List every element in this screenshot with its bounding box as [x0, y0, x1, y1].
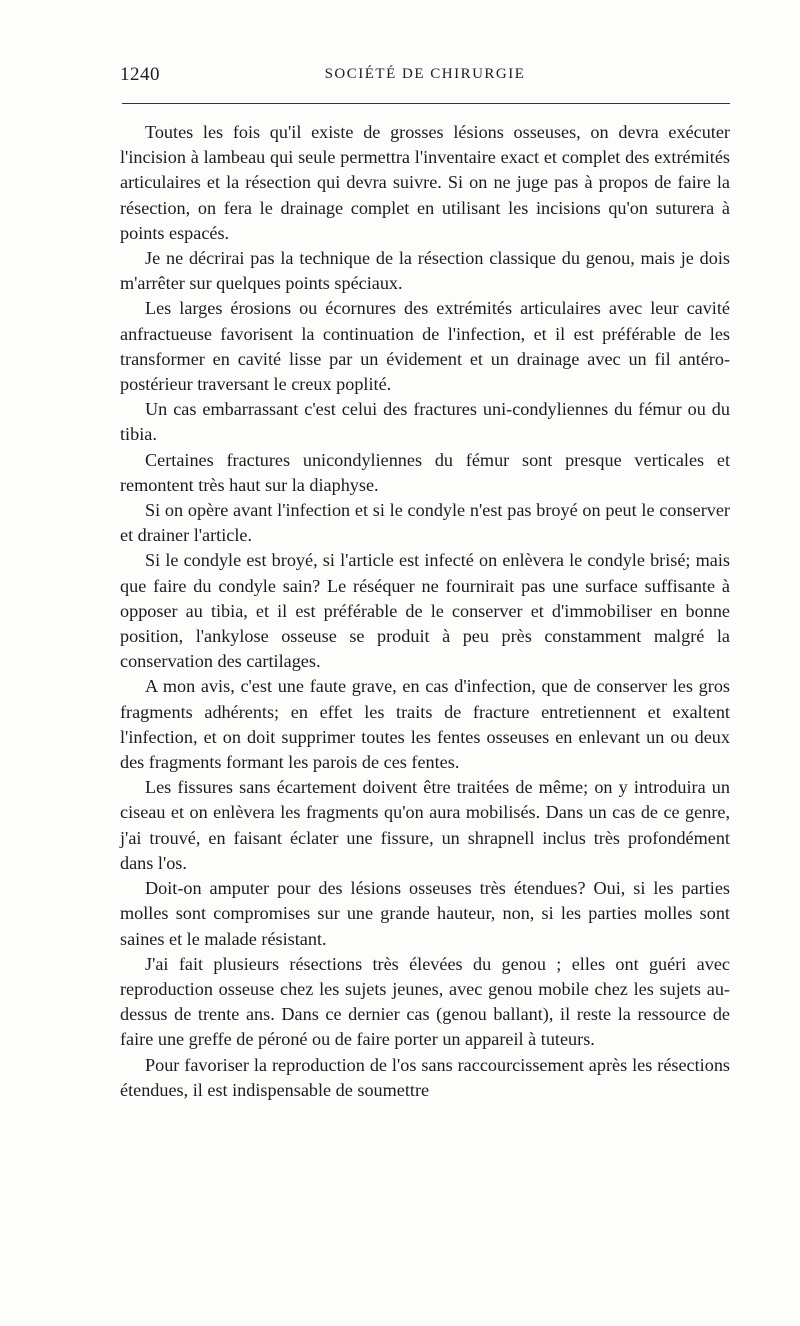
paragraph: Les larges érosions ou écornures des extrémités articulaires avec leur cavité anfractueuse favorisent la continuation de l'infection, et il est préférable de les transformer en cavité lisse par un évidement et un drainage avec un fil antéro-postérieur traversant le creux poplité.: [120, 298, 730, 395]
paragraph: Je ne décrirai pas la technique de la résection classique du genou, mais je dois m'arrêter sur quelques points spéciaux.: [120, 248, 730, 294]
paragraph: Si on opère avant l'infection et si le condyle n'est pas broyé on peut le conserver et drainer l'article.: [120, 500, 730, 546]
page-header: [120, 64, 730, 88]
page-number: 1240: [120, 64, 160, 85]
paragraph: Pour favoriser la reproduction de l'os sans raccourcissement après les résections étendues, il est indispensable de soumettre: [120, 1054, 730, 1100]
paragraph: Doit-on amputer pour des lésions osseuses très étendues? Oui, si les parties molles sont compromises sur une grande hauteur, non, si les parties molles sont saines et le malade résistant.: [120, 878, 730, 949]
paragraph: Un cas embarrassant c'est celui des fractures uni-condyliennes du fémur ou du tibia.: [120, 399, 730, 445]
body-text: [120, 120, 730, 1103]
paragraph: A mon avis, c'est une faute grave, en cas d'infection, que de conserver les gros fragments adhérents; en effet les traits de fracture entretiennent et exaltent l'infection, et on doit supprimer toutes les fentes osseuses en enlevant un ou deux des fragments formant les parois de ces fentes.: [120, 676, 730, 773]
paragraph: Si le condyle est broyé, si l'article est infecté on enlèvera le condyle brisé; mais que faire du condyle sain? Le réséquer ne fournirait pas une surface suffisante à opposer au tibia, et il est préférable de le conserver et d'immobiliser en bonne position, l'ankylose osseuse se produit à peu près constamment malgré la conservation des cartilages.: [120, 550, 730, 672]
paragraph: J'ai fait plusieurs résections très élevées du genou ; elles ont guéri avec reproduction osseuse chez les sujets jeunes, avec genou mobile chez les sujets au-dessus de trente ans. Dans ce dernier cas (genou ballant), il reste la ressource de faire une greffe de péroné ou de faire porter un appareil à tuteurs.: [120, 953, 730, 1050]
paragraph: Certaines fractures unicondyliennes du fémur sont presque verticales et remontent très haut sur la diaphyse.: [120, 449, 730, 495]
running-title: SOCIÉTÉ DE CHIRURGIE: [324, 66, 526, 82]
paragraph: Les fissures sans écartement doivent être traitées de même; on y introduira un ciseau et on enlèvera les fragments qu'on aura mobilisés. Dans un cas de ce genre, j'ai trouvé, en faisant éclater une fissure, un shrapnell inclus très profondément dans l'os.: [120, 777, 730, 873]
paragraph: Toutes les fois qu'il existe de grosses lésions osseuses, on devra exécuter l'incision à lambeau qui seule permettra l'inventaire exact et complet des extrémités articulaires et la résection qui devra suivre. Si on ne juge pas à propos de faire la résection, on fera le drainage complet en utilisant les incisions qu'on suturera à points espacés.: [120, 122, 730, 243]
header-rule: [122, 103, 730, 104]
